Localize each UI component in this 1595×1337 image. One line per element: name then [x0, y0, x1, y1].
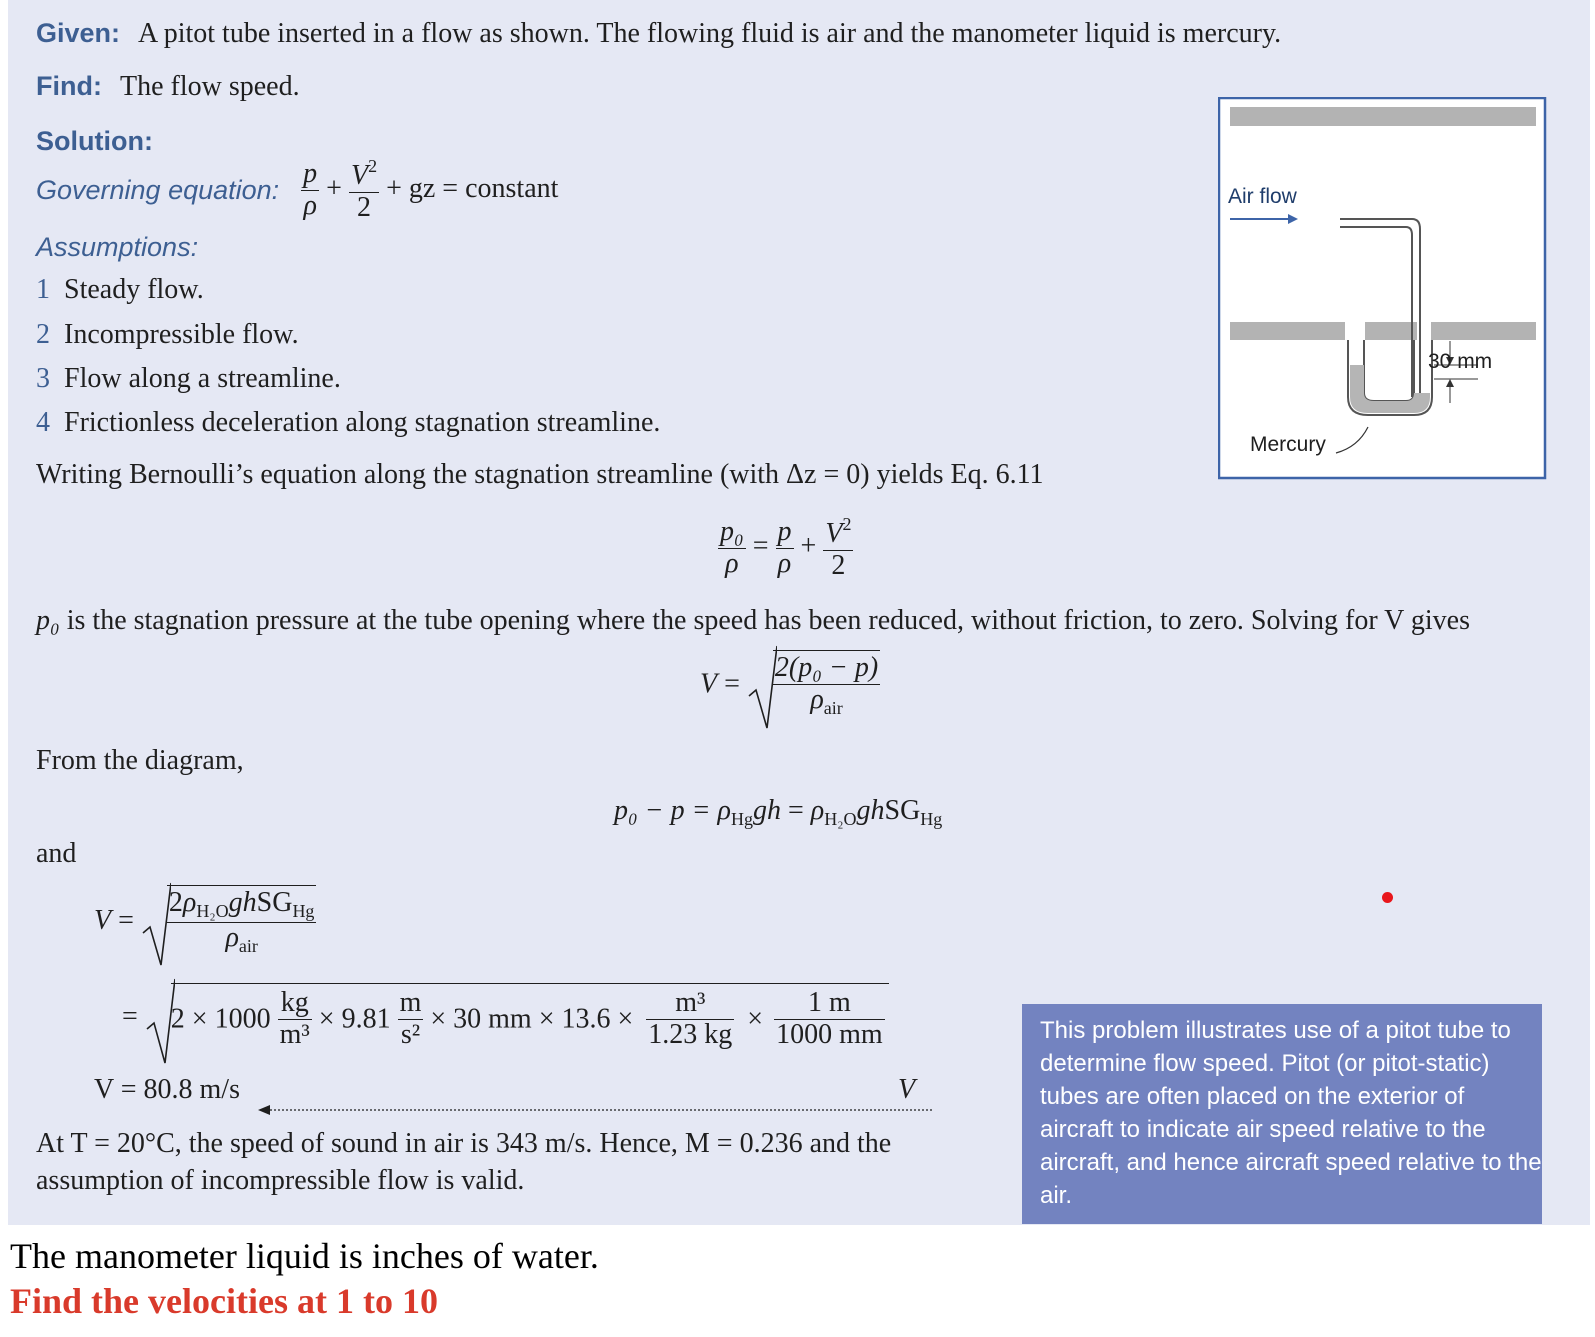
given-label: Given:	[36, 18, 121, 48]
p-over-rho: $\frac{p}{\rho}$	[303, 158, 318, 221]
given-line	[36, 18, 1281, 50]
v2-over-2: $\frac{V^2}{2}$	[350, 156, 378, 223]
governing-tail: + gz = constant	[386, 172, 559, 204]
bernoulli-sentence: Writing Bernoulli’s equation along the stagnation streamline (with Δz = 0) yields Eq. 6.11	[36, 459, 1044, 490]
conclusion-line-2: assumption of incompressible flow is valid.	[36, 1165, 525, 1196]
pitot-diagram-svg	[1218, 97, 1548, 482]
dimension-label: 30 mm	[1428, 350, 1493, 373]
lower-wall-right	[1431, 322, 1536, 340]
lower-wall-left	[1230, 322, 1345, 340]
stagnation-sentence: p₀ is the stagnation pressure at the tube opening where the speed has been reduced, without friction, to zero. Solving for V gives	[36, 605, 1471, 636]
pitot-tube-diagram	[1218, 97, 1548, 487]
find-label: Find:	[36, 71, 102, 101]
top-wall	[1230, 107, 1536, 126]
assumption-2: 2 Incompressible flow.	[36, 319, 299, 350]
sqrt-sign	[747, 644, 777, 734]
given-text: A pitot tube inserted in a flow as shown. The flowing fluid is air and the manometer liquid is mercury.	[138, 18, 1282, 49]
equation-6-11: $\frac{\text{p₀}}{\rho}$ = $\frac{p}{\rho}$ + $\frac{V^2}{2}$	[720, 514, 852, 581]
assumptions-label: Assumptions:	[36, 232, 199, 262]
mercury-label: Mercury	[1250, 433, 1326, 456]
red-dot-marker	[1382, 892, 1393, 903]
footer-task: Find the velocities at 1 to 10	[10, 1281, 438, 1321]
air-flow-label: Air flow	[1228, 185, 1297, 208]
velocity-equation: V = $\frac{\text{2(p₀ − p)}}{\rho_{air}}$	[700, 650, 880, 719]
pressure-difference-equation: $p_0 - p = \rho_{Hg}gh$ = $\rho_{H_2O}ghSG_{Hg}$	[614, 795, 943, 829]
result-velocity: V = 80.8 m/s	[94, 1074, 240, 1105]
solution-label: Solution:	[36, 126, 153, 156]
assumption-1: 1 Steady flow.	[36, 274, 204, 305]
note-box: This problem illustrates use of a pitot tube to determine flow speed. Pitot (or pitot-static) tubes are often placed on the exterior of aircraft to indicate air speed relative to the aircraft, and hence aircraft speed relative to the air.	[1022, 1004, 1542, 1224]
result-arrow	[258, 1100, 934, 1116]
conclusion-line-1: At T = 20°C, the speed of sound in air is 343 m/s. Hence, M = 0.236 and the	[36, 1128, 892, 1159]
velocity-substituted-equation: V = $\frac{2\rho_{H_2O}ghSG_{Hg}}{\rho_{air}}$	[94, 885, 316, 957]
from-diagram-text: From the diagram,	[36, 745, 244, 776]
find-text: The flow speed.	[119, 71, 300, 102]
numeric-substitution: = 2 × 1000 $\frac{kg}{\text{m³}}$ × 9.81 $\frac{m}{\text{s²}}$ × 30 mm × 13.6 × $\frac{\text{m³}}{1.23 kg}$ × $\frac{1 m}{1000 mm}$	[122, 983, 889, 1051]
assumption-3: 3 Flow along a streamline.	[36, 363, 341, 394]
governing-equation: Governing equation: $\frac{p}{\rho}$ + $\frac{V^2}{2}$ + gz = constant	[36, 156, 559, 223]
and-text: and	[36, 838, 77, 869]
find-line	[36, 71, 300, 103]
governing-label: Governing equation:	[36, 174, 280, 205]
assumption-4: 4 Frictionless deceleration along stagnation streamline.	[36, 407, 661, 438]
result-marker: V	[898, 1074, 916, 1105]
footer-note: The manometer liquid is inches of water.	[10, 1236, 599, 1276]
lower-wall-mid	[1365, 322, 1417, 340]
